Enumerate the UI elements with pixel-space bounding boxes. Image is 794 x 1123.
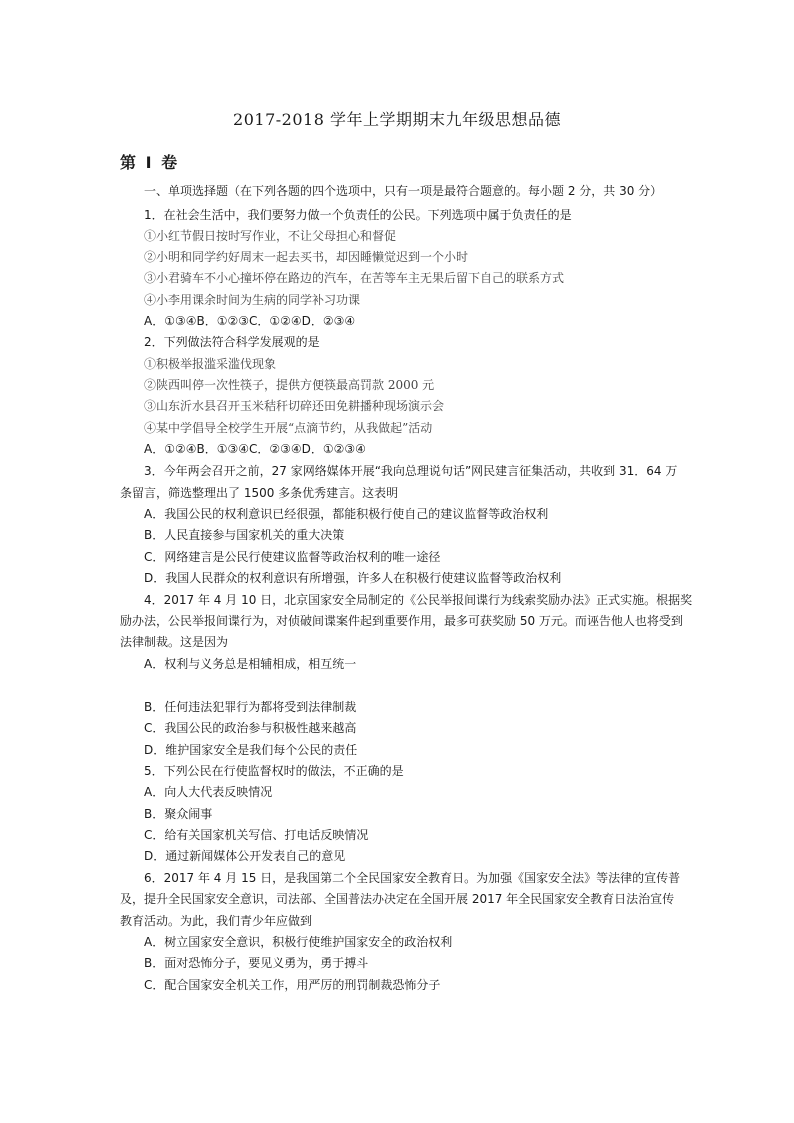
- q5-option-d: D．通过新闻媒体公开发表自己的意见: [144, 849, 346, 863]
- q2-stem: 2．下列做法符合科学发展观的是: [144, 335, 320, 349]
- q6-option-c: C．配合国家安全机关工作，用严厉的刑罚制裁恐怖分子: [144, 978, 441, 992]
- q4-stem-line-3: 法律制裁。这是因为: [120, 635, 229, 649]
- q6-stem-line-2: 及，提升全民国家安全意识，司法部、全国普法办决定在全国开展 2017 年全民国家安全教育日法治宣传: [120, 892, 675, 906]
- q4-option-b: B．任何违法犯罪行为都将受到法律制裁: [144, 700, 357, 714]
- q3-option-b: B．人民直接参与国家机关的重大决策: [144, 528, 345, 542]
- q2-item-3: ③山东沂水县召开玉米秸秆切碎还田免耕播种现场演示会: [144, 399, 445, 413]
- q6-stem-line-1: 6．2017 年 4 月 15 日，是我国第二个全民国家安全教育日。为加强《国家安全法》等法律的宣传普: [144, 871, 681, 885]
- q5-option-a: A．向人大代表反映情况: [144, 785, 273, 799]
- q3-option-d: D．我国人民群众的权利意识有所增强，许多人在积极行使建议监督等政治权利: [144, 571, 562, 585]
- q1-item-2: ②小明和同学约好周末一起去买书，却因睡懒觉迟到一个小时: [144, 250, 469, 264]
- q4-option-a: A．权利与义务总是相辅相成，相互统一: [144, 657, 357, 671]
- section-heading: 第 Ⅰ 卷: [120, 153, 180, 172]
- q1-item-3: ③小君骑车不小心撞坏停在路边的汽车，在苦等车主无果后留下自己的联系方式: [144, 271, 565, 285]
- q4-stem-line-1: 4．2017 年 4 月 10 日，北京国家安全局制定的《公民举报间谍行为线索奖励办法》正式实施。根据奖: [144, 593, 693, 607]
- q1-item-1: ①小红节假日按时写作业，不让父母担心和督促: [144, 229, 397, 243]
- q3-option-a: A．我国公民的权利意识已经很强，都能积极行使自己的建议监督等政治权利: [144, 507, 549, 521]
- part-heading: 一、单项选择题（在下列各题的四个选项中，只有一项是最符合题意的。每小题 2 分，共 30 分）: [144, 184, 663, 198]
- q5-option-c: C．给有关国家机关写信、打电话反映情况: [144, 828, 369, 842]
- q6-option-b: B．面对恐怖分子，要见义勇为，勇于搏斗: [144, 956, 369, 970]
- q2-item-4: ④某中学倡导全校学生开展“点滴节约，从我做起”活动: [144, 421, 433, 435]
- q2-choices: A．①②④B．①③④C．②③④D．①②③④: [144, 442, 366, 456]
- q3-stem-line-1: 3．今年两会召开之前，27 家网络媒体开展“我向总理说句话”网民建言征集活动，共收到 31．64 万: [144, 464, 678, 478]
- q3-stem-line-2: 条留言，筛选整理出了 1500 多条优秀建言。这表明: [120, 486, 399, 500]
- q3-option-c: C．网络建言是公民行使建议监督等政治权利的唯一途径: [144, 550, 441, 564]
- q5-stem: 5．下列公民在行使监督权时的做法，不正确的是: [144, 764, 404, 778]
- q2-item-2: ②陕西叫停一次性筷子，提供方便筷最高罚款 2000 元: [144, 378, 435, 392]
- q6-option-a: A．树立国家安全意识，积极行使维护国家安全的政治权利: [144, 935, 453, 949]
- q4-stem-line-2: 励办法，公民举报间谍行为，对侦破间谍案件起到重要作用，最多可获奖励 50 万元。而诬告他人也将受到: [120, 614, 683, 628]
- q1-stem: 1．在社会生活中，我们要努力做一个负责任的公民。下列选项中属于负责任的是: [144, 208, 572, 222]
- q2-item-1: ①积极举报滥采滥伐现象: [144, 357, 277, 371]
- q4-option-c: C．我国公民的政治参与积极性越来越高: [144, 721, 357, 735]
- q6-stem-line-3: 教育活动。为此，我们青少年应做到: [120, 914, 313, 928]
- q1-choices: A．①③④B．①②③C．①②④D．②③④: [144, 314, 356, 328]
- q4-option-d: D．维护国家安全是我们每个公民的责任: [144, 743, 358, 757]
- q1-item-4: ④小李用课余时间为生病的同学补习功课: [144, 293, 361, 307]
- q5-option-b: B．聚众闹事: [144, 807, 213, 821]
- document-title: 2017-2018 学年上学期期末九年级思想品德: [233, 110, 561, 129]
